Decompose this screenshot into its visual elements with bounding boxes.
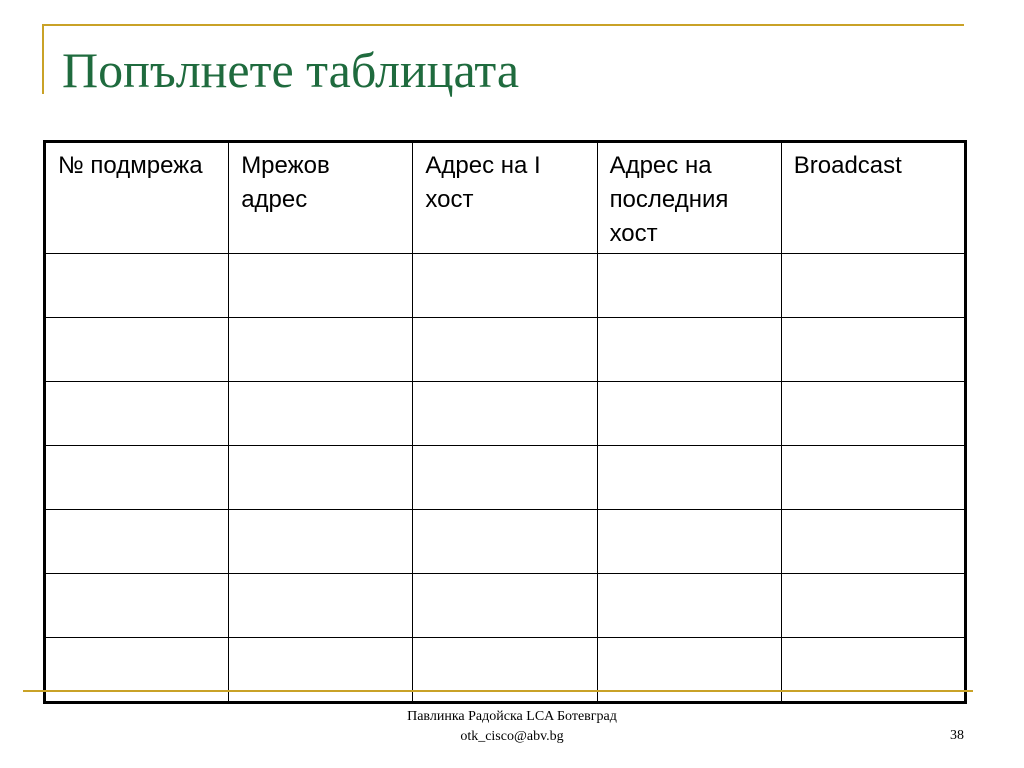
table-row bbox=[45, 254, 966, 318]
header-network-address: Мрежов адрес bbox=[229, 142, 413, 254]
table-cell bbox=[45, 254, 229, 318]
accent-line-left bbox=[42, 24, 44, 94]
table-cell bbox=[229, 446, 413, 510]
table-cell bbox=[229, 254, 413, 318]
table-cell bbox=[45, 574, 229, 638]
subnet-table bbox=[43, 140, 967, 704]
table-header-row bbox=[45, 142, 966, 254]
table-cell bbox=[781, 446, 965, 510]
table-cell bbox=[413, 510, 597, 574]
header-last-host: Адрес на последния хост bbox=[597, 142, 781, 254]
table-cell bbox=[781, 574, 965, 638]
header-subnet-number: № подмрежа bbox=[45, 142, 229, 254]
table-cell bbox=[229, 574, 413, 638]
table-cell bbox=[413, 318, 597, 382]
table-cell bbox=[45, 382, 229, 446]
table-cell bbox=[781, 254, 965, 318]
header-broadcast: Broadcast bbox=[781, 142, 965, 254]
footer-email: otk_cisco@abv.bg bbox=[460, 729, 564, 744]
table-cell bbox=[45, 510, 229, 574]
table-cell bbox=[229, 638, 413, 703]
table-row bbox=[45, 638, 966, 703]
accent-line-top bbox=[42, 24, 964, 26]
table-cell bbox=[229, 510, 413, 574]
table-cell bbox=[45, 638, 229, 703]
table-body bbox=[45, 254, 966, 703]
footer bbox=[312, 707, 712, 747]
table-cell bbox=[597, 382, 781, 446]
page-number: 38 bbox=[950, 728, 964, 743]
table-cell bbox=[413, 254, 597, 318]
table-cell bbox=[229, 318, 413, 382]
table-cell bbox=[229, 382, 413, 446]
table-cell bbox=[45, 446, 229, 510]
table-cell bbox=[781, 510, 965, 574]
table-cell bbox=[413, 574, 597, 638]
table-cell bbox=[597, 510, 781, 574]
accent-line-bottom bbox=[23, 690, 973, 692]
table-cell bbox=[781, 638, 965, 703]
table-row bbox=[45, 574, 966, 638]
table-cell bbox=[413, 446, 597, 510]
table-cell bbox=[45, 318, 229, 382]
footer-author: Павлинка Радойска LCA Ботевград bbox=[407, 709, 617, 724]
table-cell bbox=[781, 382, 965, 446]
table-row bbox=[45, 318, 966, 382]
table-cell bbox=[597, 638, 781, 703]
table-row bbox=[45, 510, 966, 574]
header-first-host: Адрес на I хост bbox=[413, 142, 597, 254]
table-row bbox=[45, 382, 966, 446]
slide-title: Попълнете таблицата bbox=[62, 42, 520, 98]
table-cell bbox=[597, 318, 781, 382]
table-cell bbox=[413, 382, 597, 446]
table-row bbox=[45, 446, 966, 510]
table-cell bbox=[597, 574, 781, 638]
table-cell bbox=[413, 638, 597, 703]
table-cell bbox=[597, 254, 781, 318]
table-cell bbox=[597, 446, 781, 510]
table-cell bbox=[781, 318, 965, 382]
